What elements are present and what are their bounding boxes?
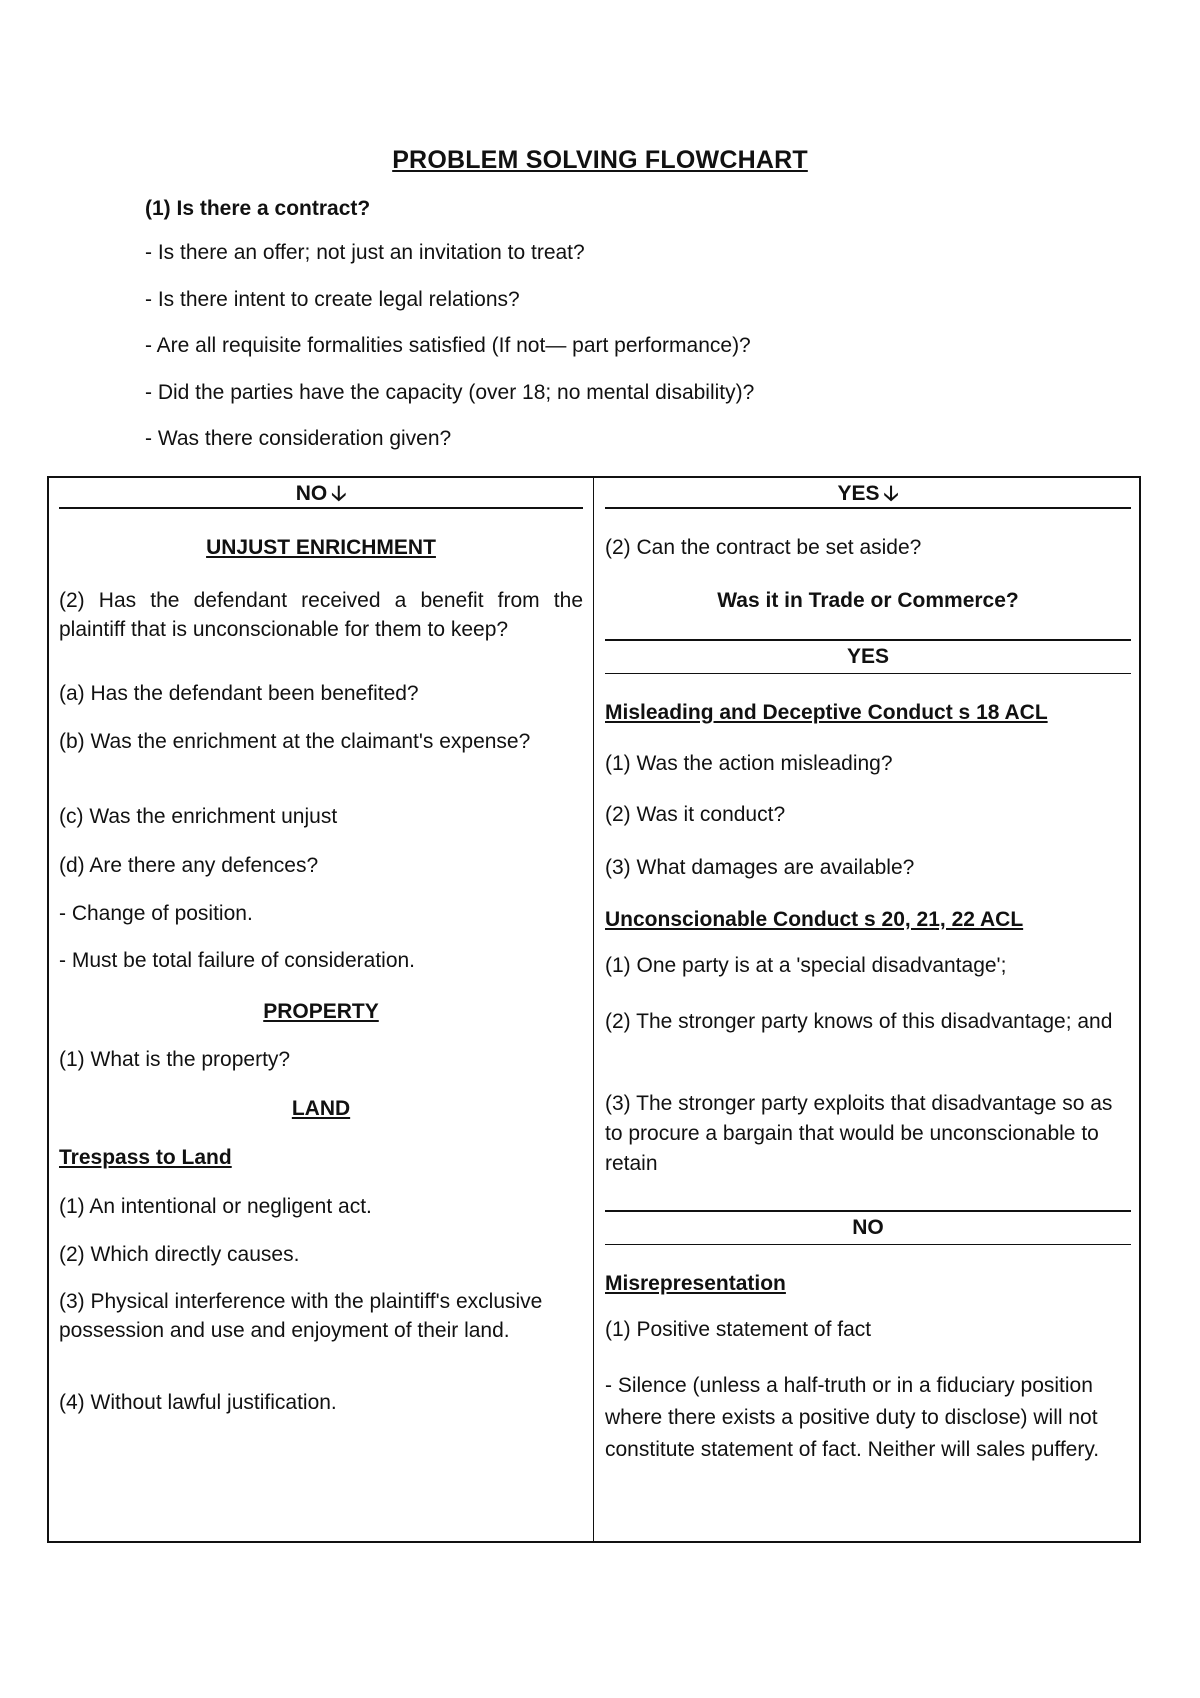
property-heading: PROPERTY [263,1000,379,1023]
question-contract: (1) Is there a contract? [145,197,371,220]
arrow-down-icon: 🡣 [883,482,899,505]
list-item: (c) Was the enrichment unjust [59,805,338,828]
uc-heading: Unconscionable Conduct s 20, 21, 22 ACL [605,908,1024,931]
column-divider [593,478,594,1541]
no-header [59,478,583,509]
yes-column [605,478,1131,1461]
misrepresentation-item: - Silence (unless a half-truth or in a fiduciary position where there exists a positive duty to disclose) will not constitute statement of fact. Neither will sales puffery. [605,1374,1100,1461]
trespass-item: (2) Which directly causes. [59,1243,300,1266]
intro-item: - Are all requisite formalities satisfied (If not— part performance)? [145,334,751,358]
divider-line [605,673,1131,674]
uc-item: (3) The stronger party exploits that disadvantage so as to procure a bargain that would be unconscionable to retain [605,1092,1113,1175]
mdc-item: (2) Was it conduct? [605,803,786,826]
property-question: (1) What is the property? [59,1048,291,1071]
intro-item: - Was there consideration given? [145,427,452,451]
unjust-enrichment-heading: UNJUST ENRICHMENT [206,536,436,559]
mdc-heading: Misleading and Deceptive Conduct s 18 ACL [605,701,1048,724]
no-header-label: NO [295,482,328,505]
yes-label: YES [846,645,890,668]
yes-header [605,478,1131,509]
unjust-enrichment-question: (2) Has the defendant received a benefit from the plaintiff that is unconscionable for them to keep? [59,589,583,641]
mdc-item: (3) What damages are available? [605,856,915,879]
trespass-item: (1) An intentional or negligent act. [59,1195,372,1218]
intro-item: - Is there intent to create legal relations? [145,287,520,311]
divider-line [605,1244,1131,1245]
list-item: (b) Was the enrichment at the claimant's expense? [59,730,531,753]
set-aside-question: (2) Can the contract be set aside? [605,536,922,559]
land-heading: LAND [291,1097,351,1120]
misrepresentation-heading: Misrepresentation [605,1272,786,1295]
intro-item: - Is there an offer; not just an invitation to treat? [145,241,585,264]
trade-commerce-question: Was it in Trade or Commerce? [717,589,1019,612]
trespass-heading: Trespass to Land [59,1146,232,1169]
divider-line [605,639,1131,641]
no-column [59,478,583,1414]
list-item: (d) Are there any defences? [59,854,319,877]
flowchart-table [47,476,1141,1543]
list-item: - Change of position. [59,902,253,925]
page-title: PROBLEM SOLVING FLOWCHART [392,146,808,174]
no-label: NO [852,1216,884,1239]
intro-list [145,240,754,473]
list-item: - Must be total failure of consideration. [59,949,416,972]
mdc-item: (1) Was the action misleading? [605,752,893,775]
trespass-item: (3) Physical interference with the plaintiff's exclusive possession and use and enjoyment of their land. [59,1290,543,1342]
yes-header-label: YES [837,482,880,505]
trespass-item: (4) Without lawful justification. [59,1391,337,1414]
uc-item: (2) The stronger party knows of this disadvantage; and [605,1010,1113,1033]
arrow-down-icon: 🡣 [331,482,347,505]
uc-item: (1) One party is at a 'special disadvantage'; [605,954,1007,977]
misrepresentation-item: (1) Positive statement of fact [605,1318,872,1341]
divider-line [605,1210,1131,1212]
list-item: (a) Has the defendant been benefited? [59,682,419,705]
intro-item: - Did the parties have the capacity (over 18; no mental disability)? [145,380,755,404]
